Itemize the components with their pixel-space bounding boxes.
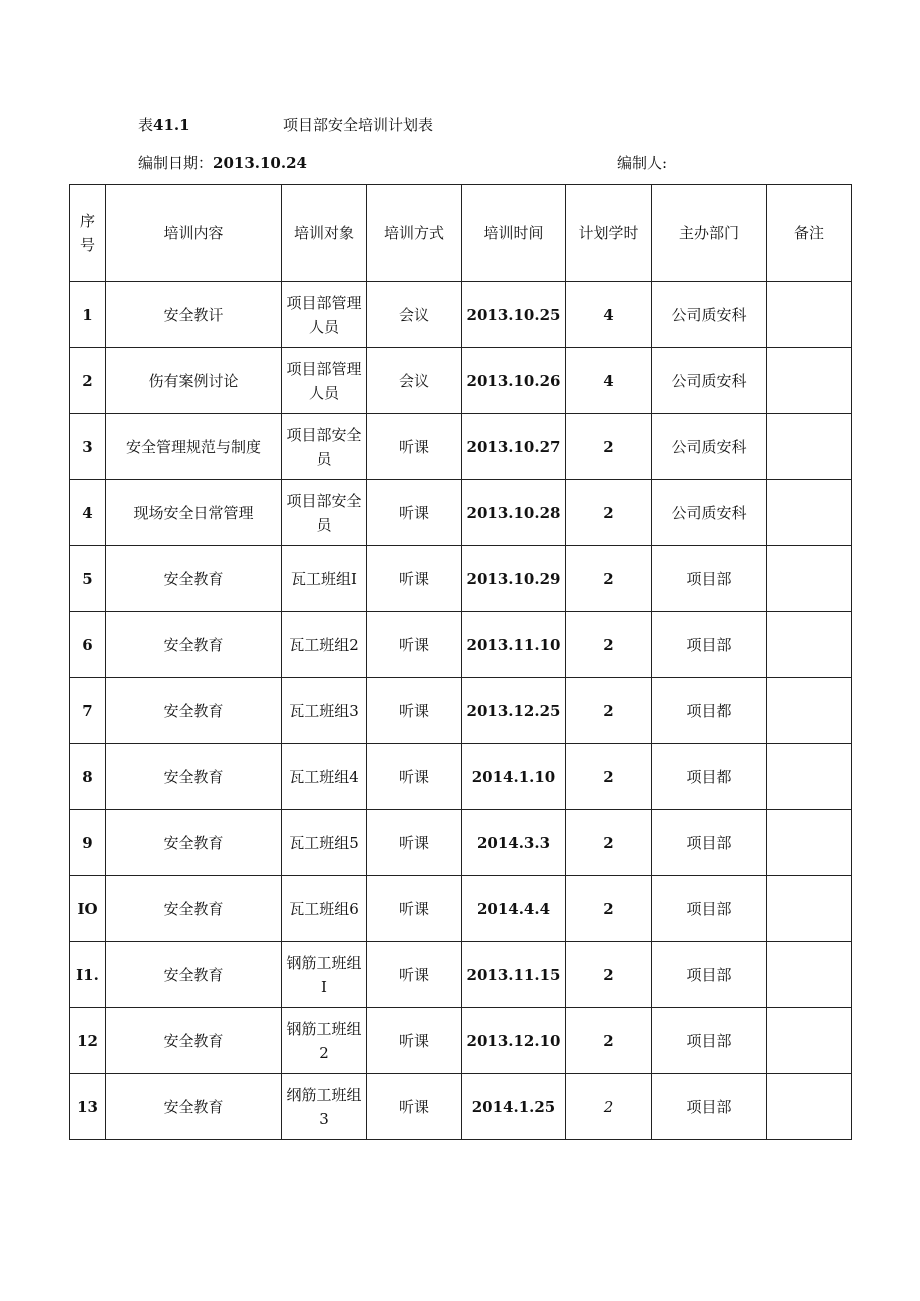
row-number-cell: 1 bbox=[70, 282, 106, 348]
table-row bbox=[70, 1074, 852, 1140]
training-method-cell: 会议 bbox=[367, 282, 462, 348]
training-method-cell: 听课 bbox=[367, 744, 462, 810]
remark-cell bbox=[767, 546, 852, 612]
header-time: 培训时间 bbox=[462, 185, 566, 282]
training-content-cell: 安全教育 bbox=[106, 876, 282, 942]
planned-hours-cell: 4 bbox=[566, 282, 652, 348]
training-time-cell: 2013.10.27 bbox=[462, 414, 566, 480]
planned-hours-cell: 2 bbox=[566, 546, 652, 612]
host-department-cell: 公司质安科 bbox=[652, 282, 767, 348]
planned-hours-cell: 2 bbox=[566, 678, 652, 744]
planned-hours-cell: 2 bbox=[566, 1008, 652, 1074]
header-method: 培训方式 bbox=[367, 185, 462, 282]
planned-hours-cell: 2 bbox=[566, 942, 652, 1008]
table-row bbox=[70, 942, 852, 1008]
row-number-cell: 6 bbox=[70, 612, 106, 678]
training-method-cell: 听课 bbox=[367, 1008, 462, 1074]
table-row bbox=[70, 1008, 852, 1074]
training-target-cell: 项目部安全员 bbox=[282, 480, 367, 546]
table-row bbox=[70, 612, 852, 678]
remark-cell bbox=[767, 414, 852, 480]
host-department-cell: 公司质安科 bbox=[652, 348, 767, 414]
remark-cell bbox=[767, 1008, 852, 1074]
training-content-cell: 现场安全日常管理 bbox=[106, 480, 282, 546]
editor-label: 编制人: bbox=[617, 154, 668, 172]
training-target-cell: 项目部管理人员 bbox=[282, 282, 367, 348]
training-content-cell: 安全管理规范与制度 bbox=[106, 414, 282, 480]
header-dept: 主办部门 bbox=[652, 185, 767, 282]
host-department-cell: 项目部 bbox=[652, 1074, 767, 1140]
training-content-cell: 安全教育 bbox=[106, 942, 282, 1008]
training-method-cell: 听课 bbox=[367, 414, 462, 480]
row-number-cell: 4 bbox=[70, 480, 106, 546]
planned-hours-cell: 2 bbox=[566, 876, 652, 942]
compile-date bbox=[138, 153, 307, 173]
planned-hours-cell: 2 bbox=[566, 810, 652, 876]
table-row bbox=[70, 414, 852, 480]
training-content-cell: 安全教育 bbox=[106, 678, 282, 744]
row-number-cell: 7 bbox=[70, 678, 106, 744]
host-department-cell: 项目部 bbox=[652, 1008, 767, 1074]
training-content-cell: 伤有案例讨论 bbox=[106, 348, 282, 414]
table-row bbox=[70, 282, 852, 348]
table-row bbox=[70, 744, 852, 810]
training-content-cell: 安全教育 bbox=[106, 546, 282, 612]
training-target-cell: 项目部管理人员 bbox=[282, 348, 367, 414]
training-time-cell: 2014.1.10 bbox=[462, 744, 566, 810]
table-row bbox=[70, 810, 852, 876]
remark-cell bbox=[767, 1074, 852, 1140]
training-method-cell: 听课 bbox=[367, 942, 462, 1008]
training-time-cell: 2013.11.15 bbox=[462, 942, 566, 1008]
host-department-cell: 公司质安科 bbox=[652, 480, 767, 546]
compile-date-value: 2013.10.24 bbox=[213, 154, 307, 172]
remark-cell bbox=[767, 810, 852, 876]
training-target-cell: 瓦工班组5 bbox=[282, 810, 367, 876]
training-time-cell: 2013.12.10 bbox=[462, 1008, 566, 1074]
planned-hours-cell: 2 bbox=[566, 612, 652, 678]
planned-hours-cell: 4 bbox=[566, 348, 652, 414]
training-time-cell: 2013.11.10 bbox=[462, 612, 566, 678]
training-time-cell: 2013.10.28 bbox=[462, 480, 566, 546]
row-number-cell: 12 bbox=[70, 1008, 106, 1074]
remark-cell bbox=[767, 876, 852, 942]
planned-hours-cell: 2 bbox=[566, 480, 652, 546]
row-number-cell: IO bbox=[70, 876, 106, 942]
training-method-cell: 会议 bbox=[367, 348, 462, 414]
planned-hours-cell: 2 bbox=[566, 744, 652, 810]
training-target-cell: 瓦工班组2 bbox=[282, 612, 367, 678]
remark-cell bbox=[767, 744, 852, 810]
table-header-row bbox=[70, 185, 852, 282]
training-time-cell: 2013.10.25 bbox=[462, 282, 566, 348]
training-method-cell: 听课 bbox=[367, 546, 462, 612]
training-target-cell: 瓦工班组I bbox=[282, 546, 367, 612]
row-number-cell: 9 bbox=[70, 810, 106, 876]
training-time-cell: 2013.12.25 bbox=[462, 678, 566, 744]
planned-hours-cell: 2 bbox=[566, 414, 652, 480]
row-number-cell: I1. bbox=[70, 942, 106, 1008]
remark-cell bbox=[767, 348, 852, 414]
training-method-cell: 听课 bbox=[367, 1074, 462, 1140]
training-time-cell: 2014.4.4 bbox=[462, 876, 566, 942]
header-no: 序号 bbox=[70, 185, 106, 282]
training-target-cell: 项目部安全员 bbox=[282, 414, 367, 480]
remark-cell bbox=[767, 480, 852, 546]
training-time-cell: 2013.10.26 bbox=[462, 348, 566, 414]
host-department-cell: 项目部 bbox=[652, 810, 767, 876]
remark-cell bbox=[767, 678, 852, 744]
header-target: 培训对象 bbox=[282, 185, 367, 282]
table-number-prefix: 表 bbox=[138, 116, 154, 134]
host-department-cell: 项目部 bbox=[652, 612, 767, 678]
training-time-cell: 2014.3.3 bbox=[462, 810, 566, 876]
training-method-cell: 听课 bbox=[367, 612, 462, 678]
row-number-cell: 5 bbox=[70, 546, 106, 612]
page-title: 项目部安全培训计划表 bbox=[283, 116, 434, 134]
training-content-cell: 安全教育 bbox=[106, 810, 282, 876]
remark-cell bbox=[767, 612, 852, 678]
table-row bbox=[70, 876, 852, 942]
training-target-cell: 瓦工班组3 bbox=[282, 678, 367, 744]
remark-cell bbox=[767, 942, 852, 1008]
row-number-cell: 13 bbox=[70, 1074, 106, 1140]
compile-date-label: 编制日期： bbox=[138, 154, 214, 172]
table-row bbox=[70, 546, 852, 612]
training-time-cell: 2013.10.29 bbox=[462, 546, 566, 612]
training-method-cell: 听课 bbox=[367, 810, 462, 876]
header-hours: 计划学时 bbox=[566, 185, 652, 282]
training-plan-table bbox=[69, 184, 852, 1140]
planned-hours-cell: 2 bbox=[566, 1074, 652, 1140]
training-time-cell: 2014.1.25 bbox=[462, 1074, 566, 1140]
training-target-cell: 瓦工班组4 bbox=[282, 744, 367, 810]
host-department-cell: 项目部 bbox=[652, 876, 767, 942]
remark-cell bbox=[767, 282, 852, 348]
host-department-cell: 项目都 bbox=[652, 678, 767, 744]
header-content: 培训内容 bbox=[106, 185, 282, 282]
training-content-cell: 安全教育 bbox=[106, 1074, 282, 1140]
training-content-cell: 安全教育 bbox=[106, 612, 282, 678]
training-method-cell: 听课 bbox=[367, 876, 462, 942]
training-target-cell: 钢筋工班组2 bbox=[282, 1008, 367, 1074]
training-target-cell: 瓦工班组6 bbox=[282, 876, 367, 942]
training-content-cell: 安全教育 bbox=[106, 744, 282, 810]
host-department-cell: 项目部 bbox=[652, 546, 767, 612]
table-row bbox=[70, 348, 852, 414]
host-department-cell: 公司质安科 bbox=[652, 414, 767, 480]
training-target-cell: 钢筋工班组I bbox=[282, 942, 367, 1008]
training-method-cell: 听课 bbox=[367, 480, 462, 546]
table-number-value: 41.1 bbox=[153, 116, 190, 134]
table-row bbox=[70, 678, 852, 744]
row-number-cell: 3 bbox=[70, 414, 106, 480]
header-remark: 备注 bbox=[767, 185, 852, 282]
training-method-cell: 听课 bbox=[367, 678, 462, 744]
training-content-cell: 安全教育 bbox=[106, 1008, 282, 1074]
host-department-cell: 项目都 bbox=[652, 744, 767, 810]
table-row bbox=[70, 480, 852, 546]
training-target-cell: 纲筋工班组3 bbox=[282, 1074, 367, 1140]
table-number bbox=[138, 115, 190, 135]
host-department-cell: 项目部 bbox=[652, 942, 767, 1008]
row-number-cell: 2 bbox=[70, 348, 106, 414]
training-content-cell: 安全教讦 bbox=[106, 282, 282, 348]
row-number-cell: 8 bbox=[70, 744, 106, 810]
